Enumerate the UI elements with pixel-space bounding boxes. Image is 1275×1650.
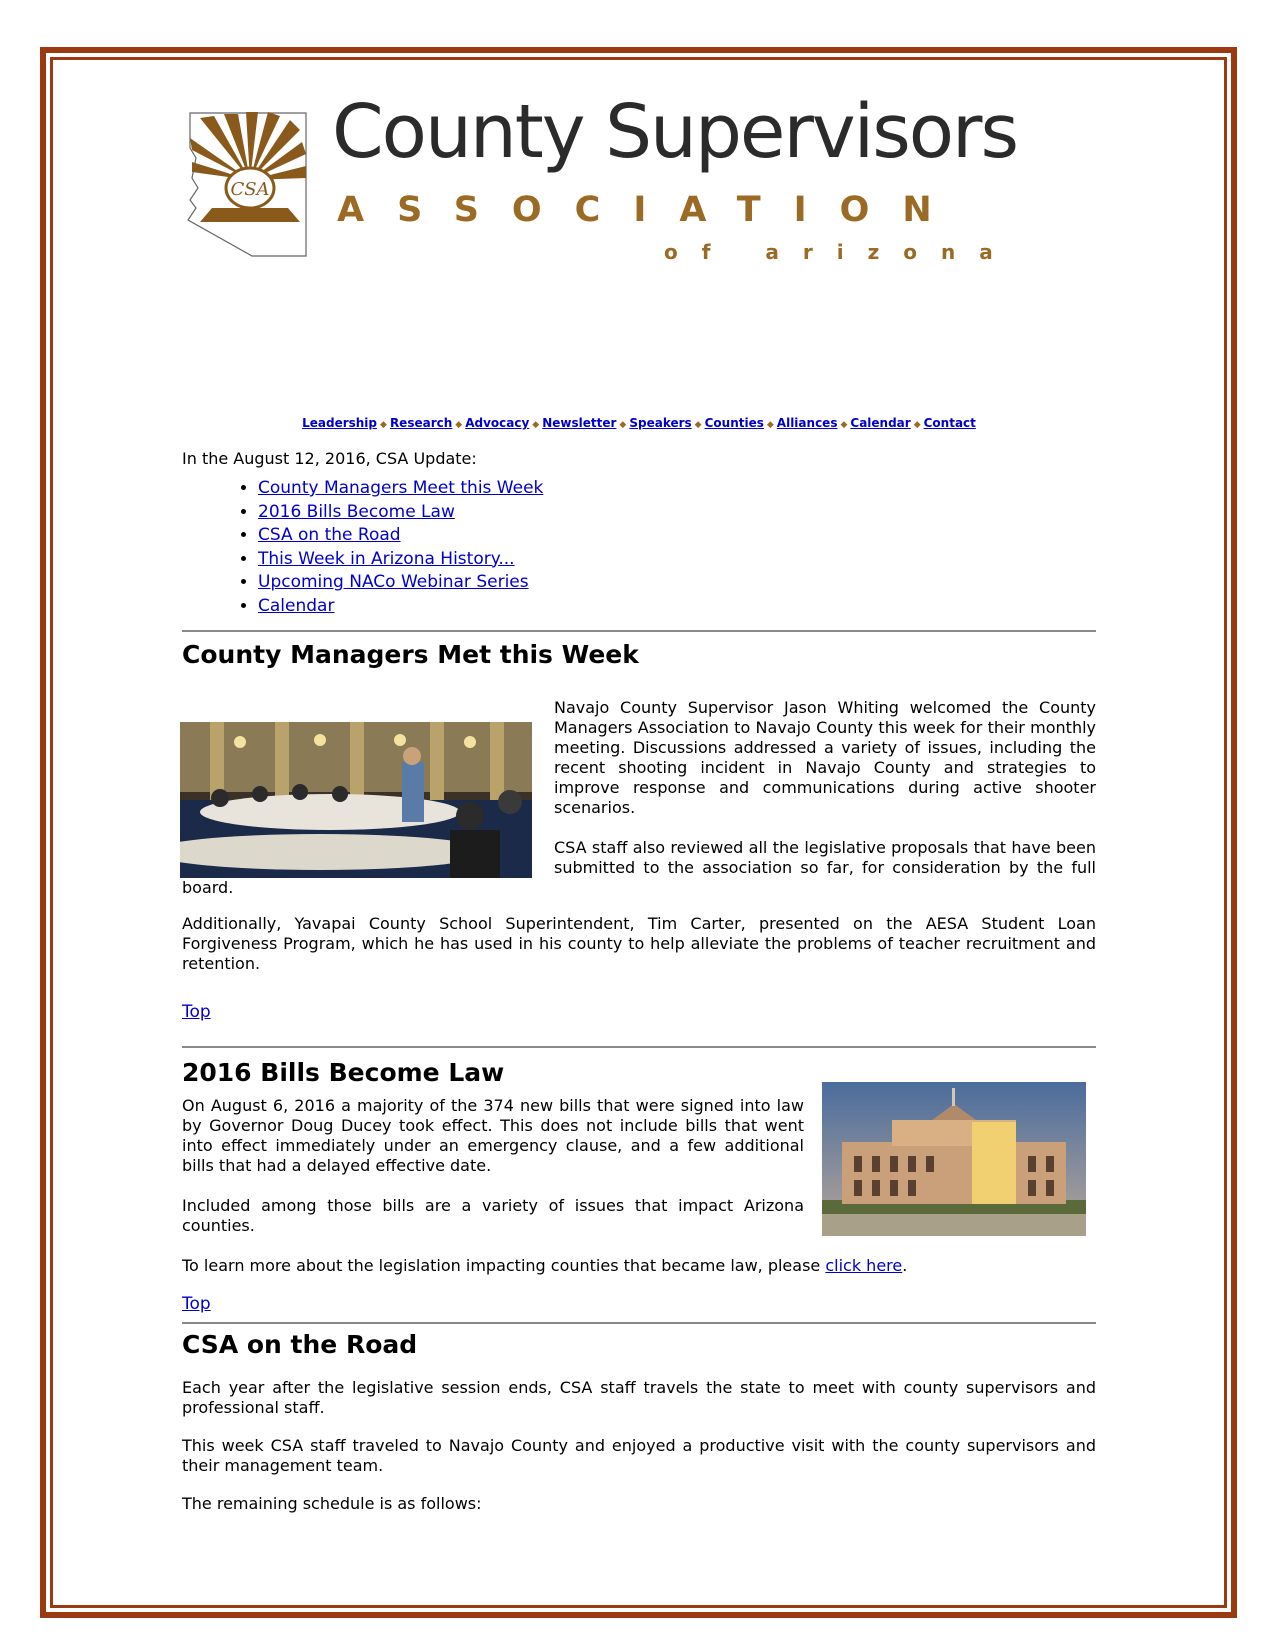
section2-paragraph-3-text: To learn more about the legislation impacting counties that became law, please: [182, 1256, 826, 1275]
section-title: CSA on the Road: [182, 1330, 418, 1359]
meeting-room-photo: [180, 722, 532, 878]
section-divider: [182, 1322, 1096, 1324]
toc-item: [258, 501, 1096, 525]
section2-paragraph-1: On August 6, 2016 a majority of the 374 new bills that were signed into law by Governor Doug Ducey took effect. This does not include bills that went into effect immediately under an emergency clause, and a few additional bills that had a delayed effective date.: [182, 1096, 804, 1175]
newsletter-content: [182, 89, 1096, 1514]
section3-paragraph-3: The remaining schedule is as follows:: [182, 1494, 482, 1513]
brand-state: of arizona: [664, 240, 1017, 264]
toc-item: [258, 595, 1096, 619]
section2-paragraph-2: Included among those bills are a variety of issues that impact Arizona counties.: [182, 1196, 804, 1235]
toc-item: [258, 548, 1096, 572]
click-here-link[interactable]: click here: [825, 1256, 903, 1275]
nav-separator-icon: ◆: [840, 420, 848, 430]
arizona-sunburst-logo-icon: [182, 108, 312, 258]
section2-paragraph-3-end: .: [902, 1256, 908, 1275]
nav-newsletter[interactable]: Newsletter: [542, 416, 617, 430]
section1-paragraph-2: CSA staff also reviewed all the legislative proposals that have been submitted to the association so far, for consideration by the full board.: [182, 838, 1096, 897]
table-of-contents: [182, 477, 1096, 618]
nav-separator-icon: ◆: [694, 420, 702, 430]
nav-separator-icon: ◆: [532, 420, 540, 430]
section3-paragraph-1: Each year after the legislative session ends, CSA staff travels the state to meet with county supervisors and professional staff.: [182, 1378, 1096, 1417]
nav-calendar[interactable]: Calendar: [850, 416, 911, 430]
section1-paragraph-3: Additionally, Yavapai County School Superintendent, Tim Carter, presented on the AESA Student Loan Forgiveness Program, which he has used in his county to help alleviate the problems of teacher recruitment and retention.: [182, 914, 1096, 973]
toc-link-county-managers[interactable]: County Managers Meet this Week: [258, 478, 544, 498]
section2-paragraph-3: [182, 1256, 1096, 1276]
back-to-top-link[interactable]: Top: [182, 1002, 211, 1022]
toc-link-bills-law[interactable]: 2016 Bills Become Law: [258, 501, 455, 522]
top-link-container: [182, 1294, 1096, 1314]
toc-link-az-history[interactable]: This Week in Arizona History...: [258, 548, 515, 569]
csa-logo: [182, 89, 1096, 270]
nav-contact[interactable]: Contact: [923, 416, 976, 430]
nav-separator-icon: ◆: [766, 420, 774, 430]
section-divider: [182, 630, 1096, 632]
top-navigation: [182, 415, 1096, 433]
capitol-building-photo: [822, 1082, 1086, 1236]
toc-link-naco-webinar[interactable]: Upcoming NACo Webinar Series: [258, 572, 529, 592]
photo-container: [180, 722, 534, 878]
section-title: County Managers Met this Week: [182, 640, 639, 669]
nav-research[interactable]: Research: [389, 416, 453, 430]
nav-separator-icon: ◆: [619, 420, 627, 430]
toc-item: [258, 524, 1096, 548]
brand-title: County Supervisors: [332, 89, 1018, 175]
section-title: 2016 Bills Become Law: [182, 1058, 505, 1087]
toc-link-csa-road[interactable]: CSA on the Road: [258, 525, 401, 545]
top-link-container: [182, 1002, 1096, 1022]
issue-intro: In the August 12, 2016, CSA Update:: [182, 449, 477, 468]
nav-leadership[interactable]: Leadership: [302, 416, 378, 430]
section-divider: [182, 1046, 1096, 1048]
toc-item: [258, 477, 1096, 501]
toc-item: [258, 571, 1096, 595]
toc-link-calendar[interactable]: Calendar: [258, 595, 335, 616]
nav-advocacy[interactable]: Advocacy: [465, 416, 530, 430]
nav-counties[interactable]: Counties: [704, 416, 764, 430]
svg-text:CSA: CSA: [230, 179, 270, 200]
nav-speakers[interactable]: Speakers: [629, 416, 692, 430]
photo-container: [822, 1082, 1086, 1236]
nav-separator-icon: ◆: [380, 420, 387, 430]
section-body: [182, 1096, 1096, 1314]
nav-separator-icon: ◆: [455, 420, 463, 430]
section1-paragraph-1: Navajo County Supervisor Jason Whiting welcomed the County Managers Association to Navajo County this week for their monthly meeting. Discussions addressed a variety of issues, including the recent shooting incident in Navajo County and strategies to improve response and communications during active shooter scenarios.: [554, 698, 1096, 817]
section-body: [182, 698, 1096, 1022]
nav-alliances[interactable]: Alliances: [776, 416, 838, 430]
nav-separator-icon: ◆: [913, 420, 921, 430]
back-to-top-link[interactable]: Top: [182, 1294, 211, 1314]
brand-subtitle: ASSOCIATION: [337, 190, 965, 230]
section3-paragraph-2: This week CSA staff traveled to Navajo County and enjoyed a productive visit with the county supervisors and their management team.: [182, 1436, 1096, 1475]
